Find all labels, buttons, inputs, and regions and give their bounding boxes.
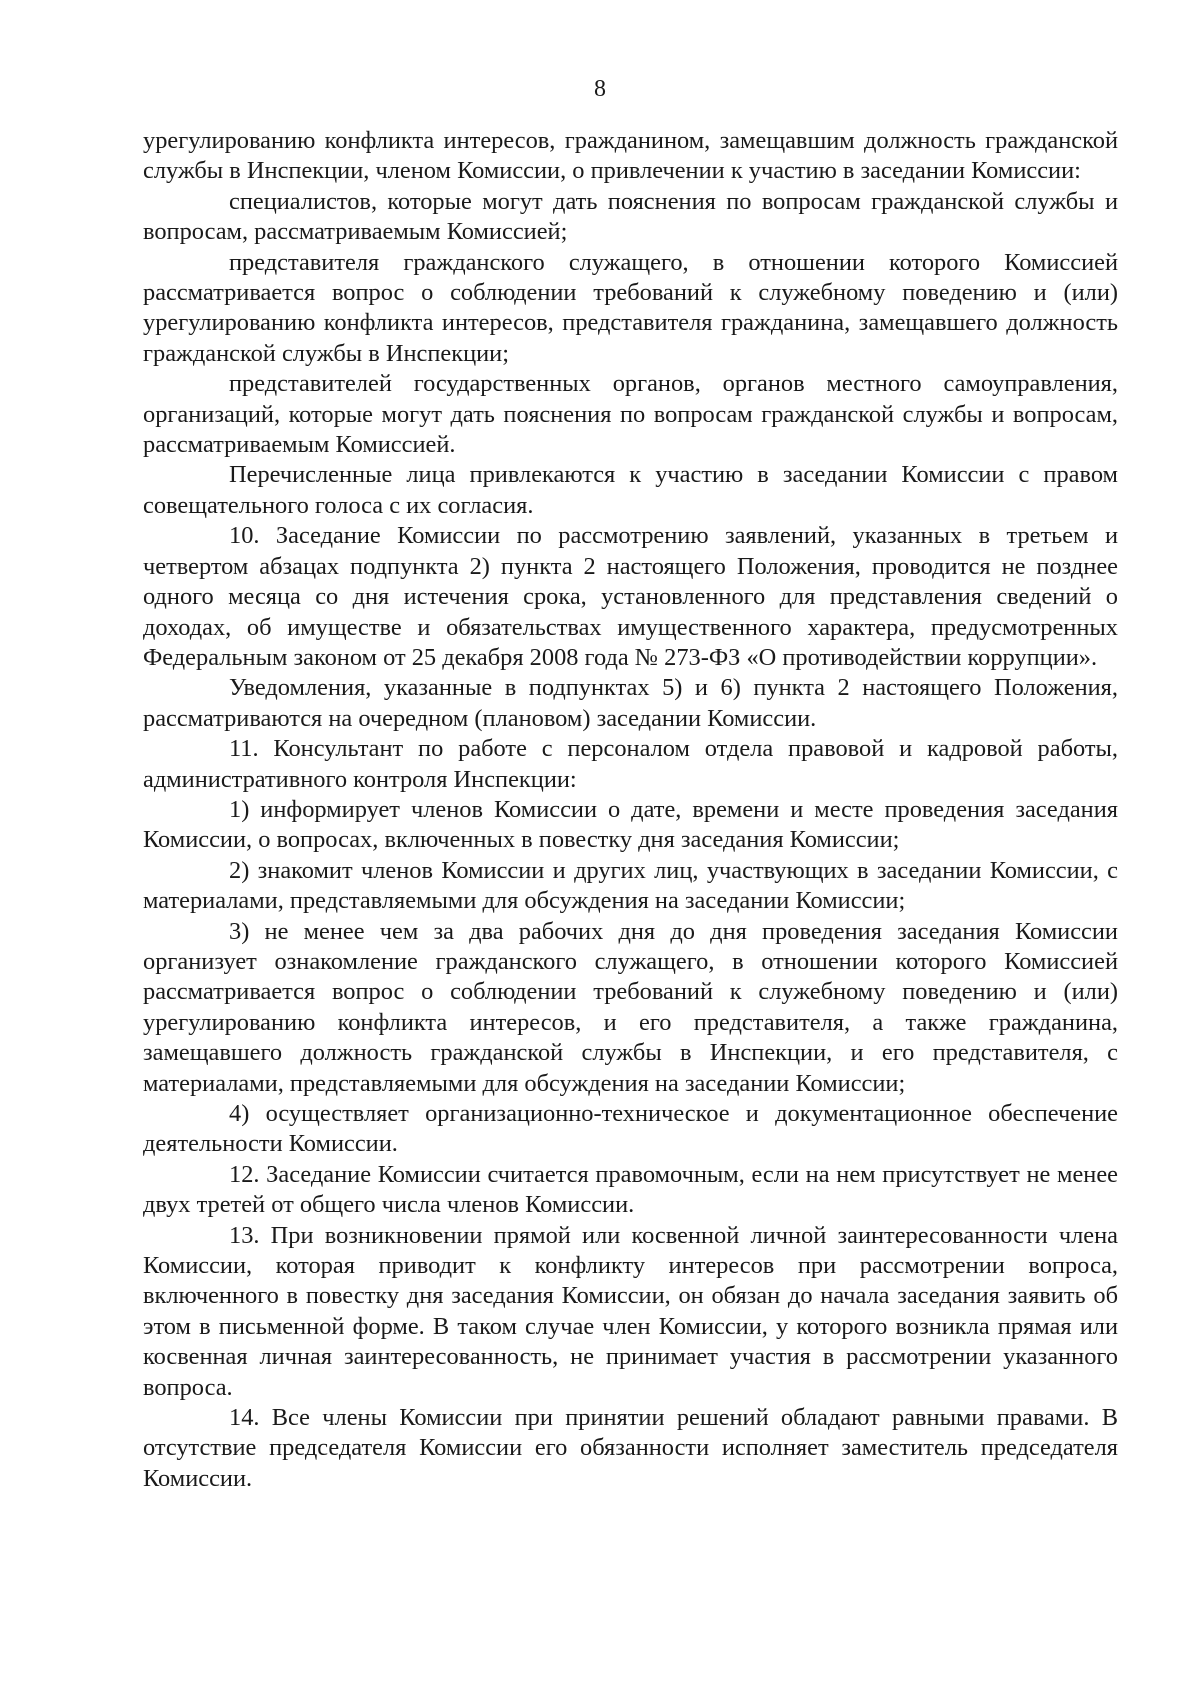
paragraph-clause-11-item-3: 3) не менее чем за два рабочих дня до дня проведения заседания Комиссии организует ознакомление гражданского служащего, в отношении которого Комиссией рассматривается вопрос о соблюдении требований к служебному поведению и (или) урегулированию конфликта интересов, и его представителя, а также гражданина, замещавшего должность гражданской службы в Инспекции, и его представителя, с материалами, представляемыми для обсуждения на заседании Комиссии; [143, 917, 1118, 1097]
paragraph-clause-11: 11. Консультант по работе с персоналом отдела правовой и кадровой работы, административного контроля Инспекции: [143, 735, 1118, 793]
paragraph-clause-13: 13. При возникновении прямой или косвенной личной заинтересованности члена Комиссии, которая приводит к конфликту интересов при рассмотрении вопроса, включенного в повестку дня заседания Комиссии, он обязан до начала заседания заявить об этом в письменной форме. В таком случае член Комиссии, у которого возникла прямая или косвенная личная заинтересованность, не принимает участия в рассмотрении указанного вопроса. [143, 1221, 1118, 1401]
paragraph-listed-persons: Перечисленные лица привлекаются к участию в заседании Комиссии с правом совещательного голоса с их согласия. [143, 461, 1118, 519]
document-body [143, 126, 1118, 1494]
paragraph-clause-11-item-1: 1) информирует членов Комиссии о дате, времени и месте проведения заседания Комиссии, о вопросах, включенных в повестку дня заседания Комиссии; [143, 795, 1118, 854]
paragraph-specialists: специалистов, которые могут дать пояснения по вопросам гражданской службы и вопросам, рассматриваемым Комиссией; [143, 187, 1118, 246]
page-number: 8 [594, 76, 606, 102]
paragraph-clause-11-item-2: 2) знакомит членов Комиссии и других лиц, участвующих в заседании Комиссии, с материалами, представляемыми для обсуждения на заседании Комиссии; [143, 856, 1118, 915]
paragraph-state-bodies-representatives: представителей государственных органов, органов местного самоуправления, организаций, которые могут дать пояснения по вопросам гражданской службы и вопросам, рассматриваемым Комиссией. [143, 370, 1118, 459]
paragraph-continuation: урегулированию конфликта интересов, гражданином, замещавшим должность гражданской службы в Инспекции, членом Комиссии, о привлечении к участию в заседании Комиссии: [143, 127, 1118, 185]
paragraph-clause-11-item-4: 4) осуществляет организационно-техническое и документационное обеспечение деятельности Комиссии. [143, 1100, 1118, 1158]
paragraph-employee-representative: представителя гражданского служащего, в отношении которого Комиссией рассматривается вопрос о соблюдении требований к служебному поведению и (или) урегулированию конфликта интересов, представителя гражданина, замещавшего должность гражданской службы в Инспекции; [143, 248, 1118, 367]
paragraph-clause-10: 10. Заседание Комиссии по рассмотрению заявлений, указанных в третьем и четвертом абзацах подпункта 2) пункта 2 настоящего Положения, проводится не позднее одного месяца со дня истечения срока, установленного для представления сведений о доходах, об имуществе и обязательствах имущественного характера, предусмотренных Федеральным законом от 25 декабря 2008 года № 273-ФЗ «О противодействии коррупции». [143, 522, 1118, 671]
paragraph-clause-12: 12. Заседание Комиссии считается правомочным, если на нем присутствует не менее двух третей от общего числа членов Комиссии. [143, 1160, 1118, 1219]
paragraph-clause-14: 14. Все члены Комиссии при принятии решений обладают равными правами. В отсутствие председателя Комиссии его обязанности исполняет заместитель председателя Комиссии. [143, 1404, 1118, 1492]
paragraph-notifications: Уведомления, указанные в подпунктах 5) и 6) пункта 2 настоящего Положения, рассматриваются на очередном (плановом) заседании Комиссии. [143, 674, 1118, 732]
